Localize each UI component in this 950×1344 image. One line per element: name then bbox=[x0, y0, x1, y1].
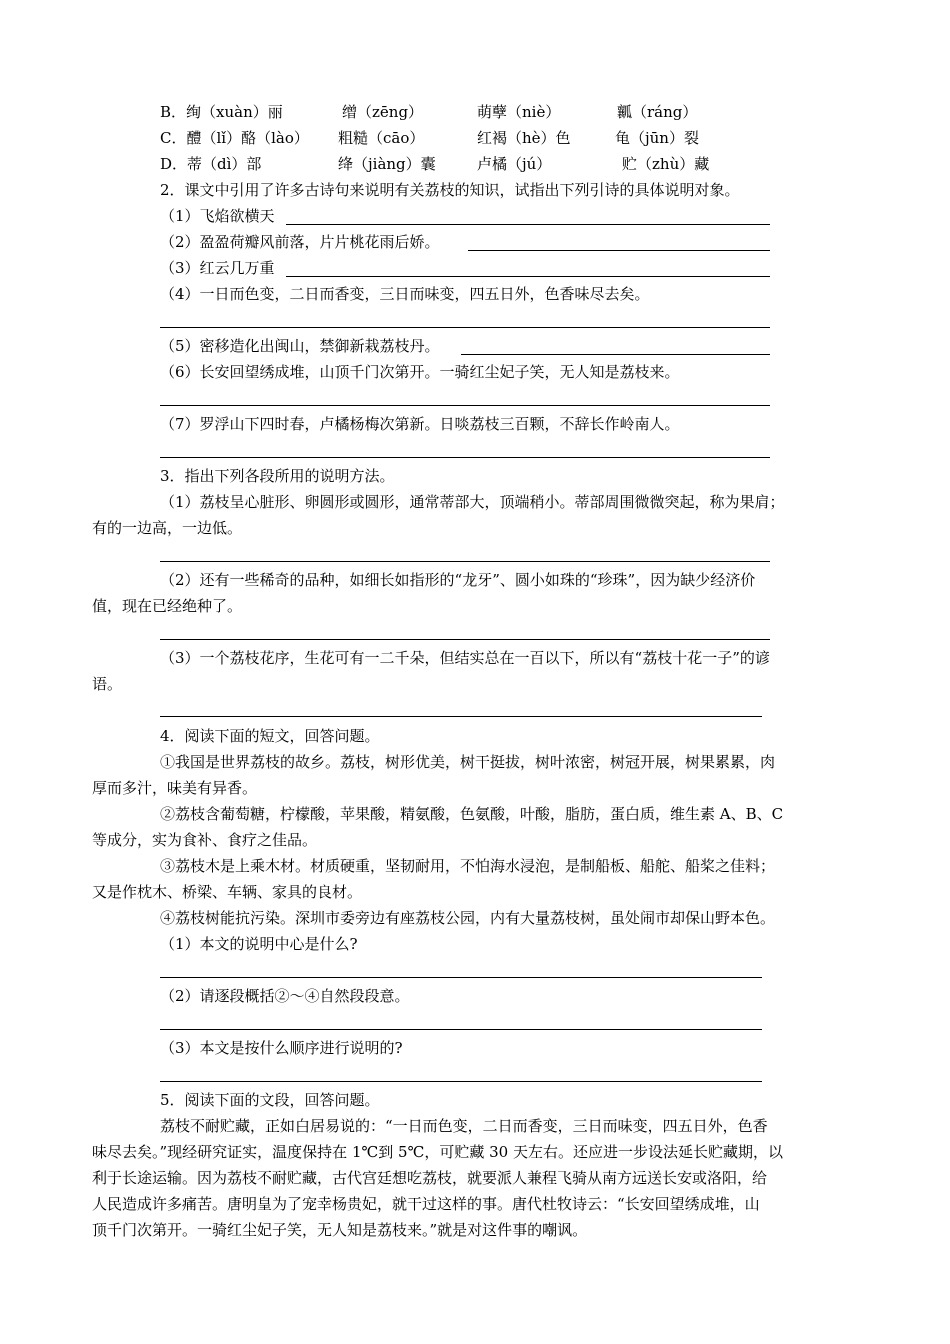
q4-para-4: ④荔枝树能抗污染。深圳市委旁边有座荔枝公园，内有大量荔枝树，虽处闹市却保山野本色。 bbox=[160, 909, 776, 927]
q4-question-3: （3）本文是按什么顺序进行说明的? bbox=[160, 1039, 403, 1057]
option-b-2: 缯（zēng） bbox=[342, 103, 424, 121]
q2-item-2: （2）盈盈荷瓣风前落，片片桃花雨后娇。 bbox=[160, 233, 440, 251]
answer-line[interactable] bbox=[160, 716, 762, 717]
q4-para-1: ①我国是世界荔枝的故乡。荔枝，树形优美，树干挺拔，树叶浓密，树冠开展，树果累累，肉 bbox=[160, 753, 776, 771]
q3-item-3: （3）一个荔枝花序，生花可有一二千朵，但结实总在一百以下，所以有“荔枝十花一子”的谚 bbox=[160, 649, 770, 667]
q3-stem: 3．指出下列各段所用的说明方法。 bbox=[160, 467, 395, 485]
q3-item-3-cont: 语。 bbox=[92, 675, 123, 693]
answer-line[interactable] bbox=[286, 224, 770, 225]
answer-line[interactable] bbox=[160, 327, 770, 328]
option-d-2: 绛（jiàng）囊 bbox=[338, 155, 436, 173]
q2-item-7: （7）罗浮山下四时春，卢橘杨梅次第新。日啖荔枝三百颗，不辞长作岭南人。 bbox=[160, 415, 680, 433]
option-c-1: C．醴（lǐ）酪（lào） bbox=[160, 129, 309, 147]
option-c-2: 粗糙（cāo） bbox=[338, 129, 425, 147]
answer-line[interactable] bbox=[160, 1029, 762, 1030]
answer-line[interactable] bbox=[160, 977, 762, 978]
option-c-3: 红褐（hè）色 bbox=[477, 129, 571, 147]
option-d-4: 贮（zhù）藏 bbox=[622, 155, 710, 173]
answer-line[interactable] bbox=[468, 250, 770, 251]
q5-line-1: 荔枝不耐贮藏，正如白居易说的：“一日而色变，二日而香变，三日而味变，四五日外，色香 bbox=[160, 1117, 768, 1135]
q4-question-2: （2）请逐段概括②～④自然段段意。 bbox=[160, 987, 410, 1005]
q4-question-1: （1）本文的说明中心是什么? bbox=[160, 935, 358, 953]
answer-line[interactable] bbox=[160, 405, 770, 406]
option-b-3: 萌孽（niè） bbox=[477, 103, 561, 121]
q3-item-2-cont: 值，现在已经绝种了。 bbox=[92, 597, 243, 615]
option-d-3: 卢橘（jú） bbox=[477, 155, 552, 173]
q5-line-5: 顶千门次第开。一骑红尘妃子笑，无人知是荔枝来。”就是对这件事的嘲讽。 bbox=[92, 1221, 588, 1239]
q4-para-2-cont: 等成分，实为食补、食疗之佳品。 bbox=[92, 831, 318, 849]
answer-line[interactable] bbox=[160, 1081, 762, 1082]
answer-line[interactable] bbox=[286, 276, 770, 277]
answer-line[interactable] bbox=[461, 354, 770, 355]
q2-stem: 2．课文中引用了许多古诗句来说明有关荔枝的知识，试指出下列引诗的具体说明对象。 bbox=[160, 181, 740, 199]
q2-item-3: （3）红云几万重 bbox=[160, 259, 275, 277]
q4-para-3: ③荔枝木是上乘木材。材质硬重，坚韧耐用，不怕海水浸泡，是制船板、船舵、船桨之佳料； bbox=[160, 857, 776, 875]
option-d-1: D．蒂（dì）部 bbox=[160, 155, 262, 173]
answer-line[interactable] bbox=[160, 457, 770, 458]
option-b-4: 瓤（ráng） bbox=[617, 103, 698, 121]
q4-para-3-cont: 又是作枕木、桥梁、车辆、家具的良材。 bbox=[92, 883, 363, 901]
q2-item-4: （4）一日而色变，二日而香变，三日而味变，四五日外，色香味尽去矣。 bbox=[160, 285, 650, 303]
q3-item-1-cont: 有的一边高，一边低。 bbox=[92, 519, 243, 537]
q5-line-4: 人民造成许多痛苦。唐明皇为了宠幸杨贵妃，就干过这样的事。唐代杜牧诗云：“长安回望绣成堆，山 bbox=[92, 1195, 760, 1213]
option-c-4: 龟（jūn）裂 bbox=[615, 129, 699, 147]
q5-stem: 5．阅读下面的文段，回答问题。 bbox=[160, 1091, 380, 1109]
option-b-1: B．绚（xuàn）丽 bbox=[160, 103, 283, 121]
q4-para-1-cont: 厚而多汁，味美有异香。 bbox=[92, 779, 258, 797]
q3-item-1: （1）荔枝呈心脏形、卵圆形或圆形，通常蒂部大，顶端稍小。蒂部周围微微突起，称为果肩； bbox=[160, 493, 785, 511]
q2-item-5: （5）密移造化出闽山，禁御新栽荔枝丹。 bbox=[160, 337, 440, 355]
answer-line[interactable] bbox=[160, 561, 770, 562]
q2-item-6: （6）长安回望绣成堆，山顶千门次第开。一骑红尘妃子笑，无人知是荔枝来。 bbox=[160, 363, 680, 381]
q2-item-1: （1）飞焰欲横天 bbox=[160, 207, 275, 225]
q5-line-3: 利于长途运输。因为荔枝不耐贮藏，古代宫廷想吃荔枝，就要派人兼程飞骑从南方远送长安或洛阳，给 bbox=[92, 1169, 768, 1187]
q5-line-2: 味尽去矣。”现经研究证实，温度保持在 1℃到 5℃，可贮藏 30 天左右。还应进一步设法延长贮藏期，以 bbox=[92, 1143, 783, 1161]
q3-item-2: （2）还有一些稀奇的品种，如细长如指形的“龙牙”、圆小如珠的“珍珠”，因为缺少经济价 bbox=[160, 571, 756, 589]
answer-line[interactable] bbox=[160, 639, 770, 640]
q4-stem: 4．阅读下面的短文，回答问题。 bbox=[160, 727, 380, 745]
q4-para-2: ②荔枝含葡萄糖，柠檬酸，苹果酸，精氨酸，色氨酸，叶酸，脂肪，蛋白质，维生素 A、B、C bbox=[160, 805, 784, 823]
